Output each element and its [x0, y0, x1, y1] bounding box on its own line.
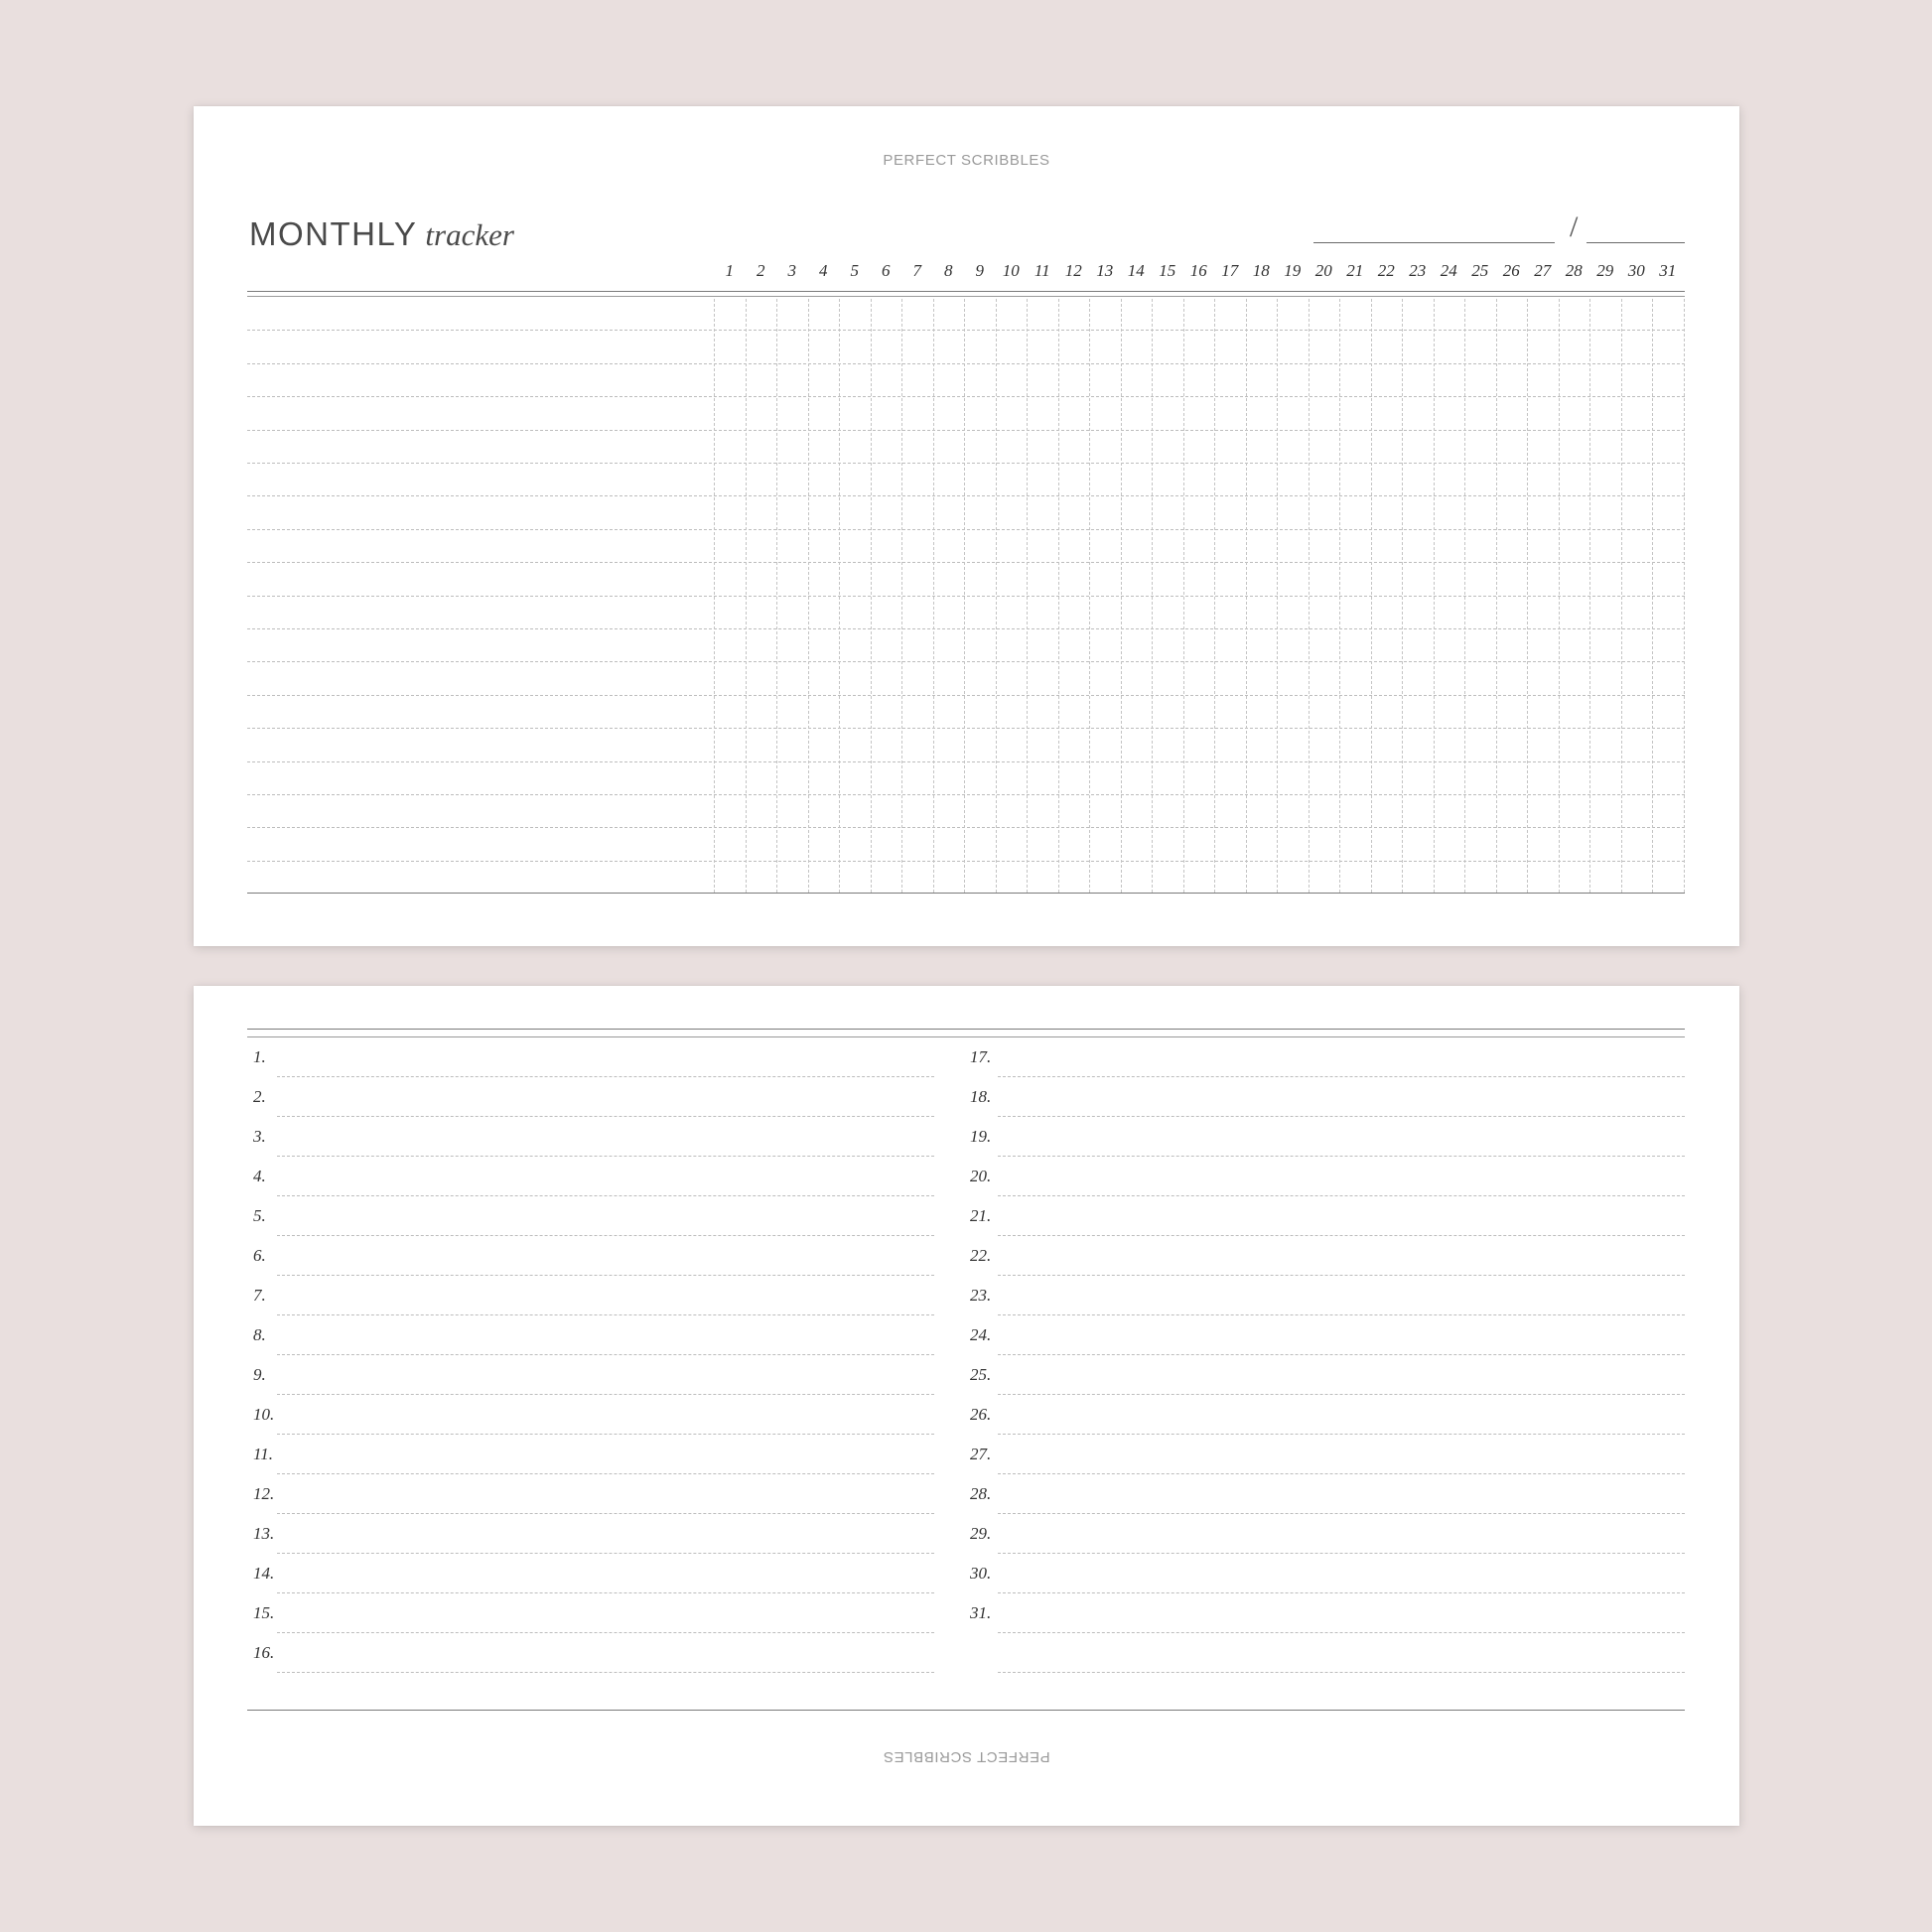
- monthly-tracker-page: [194, 106, 1739, 946]
- entry-line[interactable]: [277, 1354, 934, 1355]
- entry-line[interactable]: [998, 1116, 1685, 1117]
- day-number: 15: [1159, 261, 1176, 280]
- entry-line[interactable]: [998, 1156, 1685, 1157]
- tracker-column-line: [996, 299, 997, 893]
- tracker-column-line: [1121, 299, 1122, 893]
- day-number: 5: [850, 261, 859, 280]
- entry-line[interactable]: [998, 1314, 1685, 1315]
- entry-number: 9.: [253, 1365, 266, 1384]
- tracker-row-line: [247, 827, 1685, 828]
- day-number: 22: [1377, 261, 1395, 280]
- entry-line[interactable]: [998, 1553, 1685, 1554]
- tracker-row-line: [247, 463, 1685, 464]
- entry-number: 19.: [970, 1127, 992, 1146]
- entry-line[interactable]: [277, 1314, 934, 1315]
- day-number: 23: [1409, 261, 1427, 280]
- header-rule: [247, 291, 1685, 292]
- top-rule-thin: [247, 1036, 1685, 1037]
- entry-line[interactable]: [998, 1434, 1685, 1435]
- day-number: 10: [1002, 261, 1020, 280]
- entry-number: 30.: [970, 1564, 992, 1583]
- tracker-column-line: [901, 299, 902, 893]
- tracker-row-line: [247, 495, 1685, 496]
- entry-number: 4.: [253, 1167, 266, 1185]
- tracker-column-line: [1621, 299, 1622, 893]
- day-number: 25: [1471, 261, 1489, 280]
- day-number: 6: [882, 261, 891, 280]
- footer-rule: [247, 893, 1685, 894]
- tracker-column-line: [1464, 299, 1465, 893]
- tracker-column-line: [1684, 299, 1685, 893]
- entry-number: 12.: [253, 1484, 275, 1503]
- entry-number: 10.: [253, 1405, 275, 1424]
- entry-number: 23.: [970, 1286, 992, 1305]
- day-number: 14: [1127, 261, 1145, 280]
- tracker-row-line: [247, 596, 1685, 597]
- page-title: [249, 215, 514, 253]
- entry-number: 14.: [253, 1564, 275, 1583]
- entry-number: 2.: [253, 1087, 266, 1106]
- brand-footer-upside-down: PERFECT SCRIBBLES: [883, 1748, 1050, 1765]
- tracker-column-line: [808, 299, 809, 893]
- tracker-column-line: [1527, 299, 1528, 893]
- entry-number: 26.: [970, 1405, 992, 1424]
- bottom-rule: [247, 1710, 1685, 1711]
- day-number: 31: [1659, 261, 1677, 280]
- entry-line[interactable]: [277, 1513, 934, 1514]
- day-number: 7: [912, 261, 921, 280]
- entry-number: 18.: [970, 1087, 992, 1106]
- tracker-row-line: [247, 396, 1685, 397]
- tracker-column-line: [871, 299, 872, 893]
- tracker-row-line: [247, 562, 1685, 563]
- entry-number: 29.: [970, 1524, 992, 1543]
- day-number: 2: [757, 261, 765, 280]
- tracker-row-line: [247, 661, 1685, 662]
- entry-number: 6.: [253, 1246, 266, 1265]
- entry-number: 11.: [253, 1445, 273, 1463]
- entry-line[interactable]: [998, 1076, 1685, 1077]
- entry-number: 5.: [253, 1206, 266, 1225]
- tracker-column-line: [746, 299, 747, 893]
- entry-line[interactable]: [998, 1275, 1685, 1276]
- tracker-row-line: [247, 628, 1685, 629]
- tracker-row-line: [247, 363, 1685, 364]
- tracker-column-line: [1152, 299, 1153, 893]
- entry-line[interactable]: [998, 1672, 1685, 1673]
- tracker-column-line: [1496, 299, 1497, 893]
- brand-header: PERFECT SCRIBBLES: [883, 152, 1050, 169]
- entry-line[interactable]: [998, 1632, 1685, 1633]
- tracker-row-line: [247, 861, 1685, 862]
- entry-line[interactable]: [277, 1632, 934, 1633]
- tracker-column-line: [1277, 299, 1278, 893]
- entry-line[interactable]: [998, 1513, 1685, 1514]
- entry-line[interactable]: [277, 1473, 934, 1474]
- entry-number: 1.: [253, 1047, 266, 1066]
- month-blank[interactable]: [1313, 242, 1555, 243]
- entry-line[interactable]: [277, 1235, 934, 1236]
- day-number: 17: [1221, 261, 1239, 280]
- tracker-column-line: [776, 299, 777, 893]
- tracker-column-line: [1339, 299, 1340, 893]
- entry-number: 16.: [253, 1643, 275, 1662]
- day-number: 29: [1596, 261, 1614, 280]
- tracker-column-line: [839, 299, 840, 893]
- day-number: 21: [1346, 261, 1364, 280]
- entry-line[interactable]: [998, 1473, 1685, 1474]
- day-number: 28: [1565, 261, 1583, 280]
- entry-line[interactable]: [277, 1076, 934, 1077]
- day-number: 16: [1189, 261, 1207, 280]
- header-rule-thin: [247, 296, 1685, 297]
- title-main: MONTHLY: [249, 215, 418, 252]
- day-number: 27: [1534, 261, 1552, 280]
- entry-number: 21.: [970, 1206, 992, 1225]
- entry-line[interactable]: [998, 1592, 1685, 1593]
- entry-line[interactable]: [277, 1116, 934, 1117]
- entry-line[interactable]: [998, 1394, 1685, 1395]
- tracker-column-line: [1246, 299, 1247, 893]
- tracker-column-line: [1434, 299, 1435, 893]
- entry-number: 28.: [970, 1484, 992, 1503]
- tracker-column-line: [1214, 299, 1215, 893]
- day-number: 9: [975, 261, 984, 280]
- tracker-row-line: [247, 330, 1685, 331]
- entry-number: 20.: [970, 1167, 992, 1185]
- day-number: 13: [1096, 261, 1114, 280]
- tracker-column-line: [1058, 299, 1059, 893]
- top-rule: [247, 1029, 1685, 1030]
- tracker-column-line: [1183, 299, 1184, 893]
- day-number: 20: [1314, 261, 1332, 280]
- entry-number: 24.: [970, 1325, 992, 1344]
- entry-number: 22.: [970, 1246, 992, 1265]
- entry-line[interactable]: [277, 1275, 934, 1276]
- tracker-column-line: [1309, 299, 1310, 893]
- entry-line[interactable]: [277, 1672, 934, 1673]
- tracker-row-line: [247, 761, 1685, 762]
- day-number: 19: [1284, 261, 1302, 280]
- entry-number: 25.: [970, 1365, 992, 1384]
- entry-line[interactable]: [277, 1553, 934, 1554]
- entry-line[interactable]: [998, 1235, 1685, 1236]
- tracker-row-line: [247, 794, 1685, 795]
- entry-line[interactable]: [998, 1195, 1685, 1196]
- entry-line[interactable]: [277, 1394, 934, 1395]
- tracker-column-line: [964, 299, 965, 893]
- day-number: 24: [1440, 261, 1457, 280]
- day-number: 26: [1502, 261, 1520, 280]
- tracker-column-line: [1402, 299, 1403, 893]
- tracker-row-line: [247, 430, 1685, 431]
- date-slash: /: [1570, 210, 1579, 243]
- day-number: 18: [1252, 261, 1270, 280]
- tracker-column-line: [714, 299, 715, 893]
- day-number: 1: [725, 261, 734, 280]
- entry-line[interactable]: [277, 1434, 934, 1435]
- day-number: 30: [1627, 261, 1645, 280]
- tracker-column-line: [1652, 299, 1653, 893]
- entry-line[interactable]: [277, 1195, 934, 1196]
- day-number: 4: [819, 261, 828, 280]
- day-number: 3: [787, 261, 796, 280]
- year-blank[interactable]: [1587, 242, 1685, 243]
- tracker-column-line: [933, 299, 934, 893]
- entry-line[interactable]: [277, 1592, 934, 1593]
- day-number: 12: [1064, 261, 1082, 280]
- day-number: 11: [1034, 261, 1050, 280]
- entry-number: 31.: [970, 1603, 992, 1622]
- tracker-row-line: [247, 728, 1685, 729]
- notes-page: [194, 986, 1739, 1826]
- entry-number: 17.: [970, 1047, 992, 1066]
- tracker-row-line: [247, 695, 1685, 696]
- title-script: tracker: [425, 217, 514, 252]
- tracker-column-line: [1089, 299, 1090, 893]
- tracker-column-line: [1589, 299, 1590, 893]
- tracker-column-line: [1371, 299, 1372, 893]
- tracker-row-line: [247, 529, 1685, 530]
- entry-number: 27.: [970, 1445, 992, 1463]
- entry-line[interactable]: [998, 1354, 1685, 1355]
- entry-number: 13.: [253, 1524, 275, 1543]
- entry-number: 3.: [253, 1127, 266, 1146]
- day-number: 8: [944, 261, 953, 280]
- entry-number: 15.: [253, 1603, 275, 1622]
- entry-number: 8.: [253, 1325, 266, 1344]
- entry-number: 7.: [253, 1286, 266, 1305]
- entry-line[interactable]: [277, 1156, 934, 1157]
- tracker-column-line: [1027, 299, 1028, 893]
- tracker-column-line: [1559, 299, 1560, 893]
